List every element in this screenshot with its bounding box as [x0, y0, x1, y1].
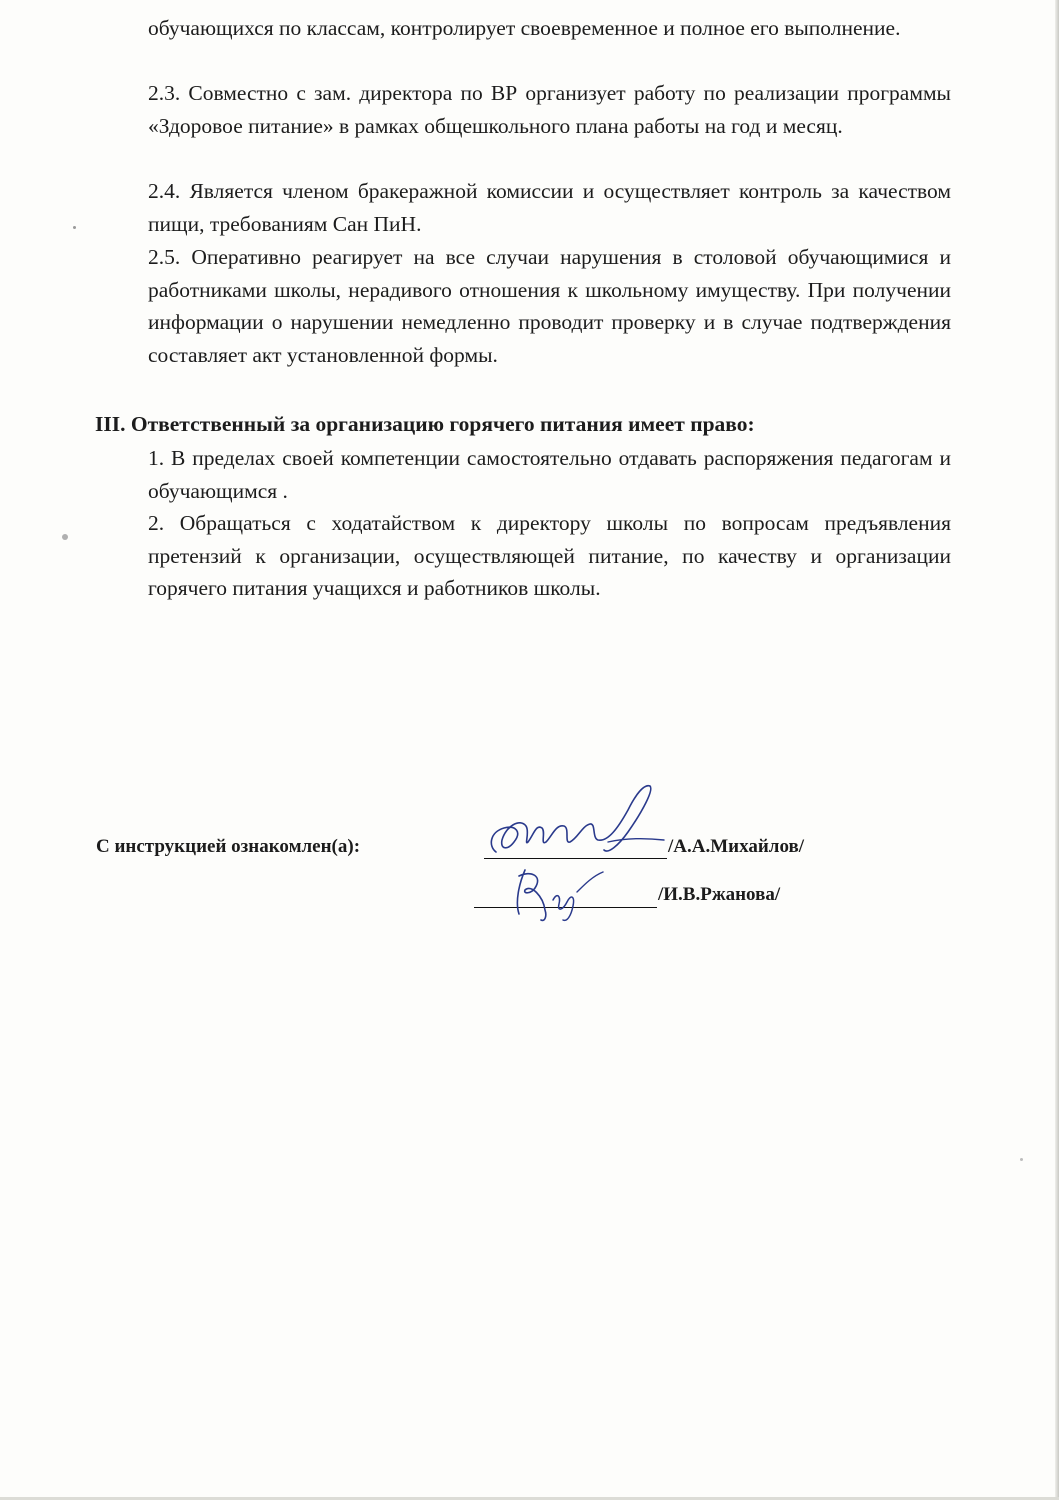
scan-speck [73, 226, 76, 229]
paragraph-2-5: 2.5. Оперативно реагирует на все случаи нарушения в столовой обучающимися и работниками школы, нерадивого отношения к школьному имуществу. При получении информации о нарушении немедленно проводит проверку и в случае подтверждения составляет акт установленной формы. [148, 245, 951, 367]
paragraph-2-3: 2.3. Совместно с зам. директора по ВР организует работу по реализации программы «Здоровое питание» в рамках общешкольного плана работы на год и месяц. [148, 81, 951, 138]
scan-right-edge [1055, 0, 1059, 1500]
acknowledgement-label: С инструкцией ознакомлен(а): [96, 836, 361, 857]
paragraph-plan-control: обучающихся по классам, контролирует своевременное и полное его выполнение. [148, 16, 901, 40]
signature-2 [505, 862, 615, 924]
section-3-item-2: 2. Обращаться с ходатайством к директору школы по вопросам предъявления претензий к организации, осуществляющей питание, по качеству и организации горячего питания учащихся и работников школы. [148, 511, 951, 600]
paragraph-2-4: 2.4. Является членом бракеражной комиссии и осуществляет контроль за качеством пищи, требованиям Сан ПиН. [148, 179, 951, 236]
scan-speck [62, 534, 68, 540]
section-3-item-1: 1. В пределах своей компетенции самостоятельно отдавать распоряжения педагогам и обучающимся . [148, 446, 951, 503]
signatory-name-1: /А.А.Михайлов/ [668, 836, 805, 857]
scan-speck [1020, 1158, 1023, 1161]
signature-1 [478, 780, 678, 860]
signatory-name-2: /И.В.Ржанова/ [658, 884, 781, 905]
section-3-heading: III. Ответственный за организацию горячего питания имеет право: [95, 412, 755, 436]
